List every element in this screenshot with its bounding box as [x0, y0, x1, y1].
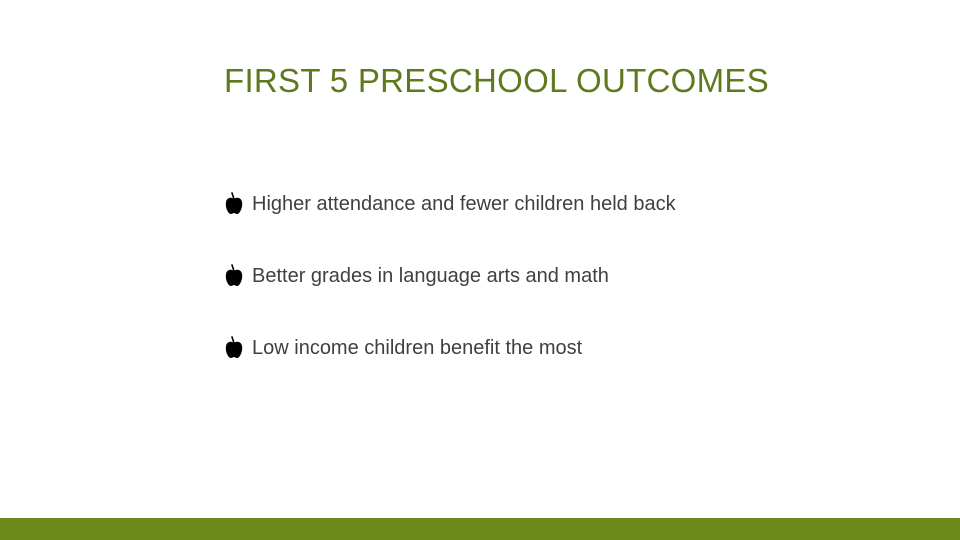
bullet-list: [224, 184, 676, 400]
apple-icon: [224, 192, 244, 216]
bullet-text: Higher attendance and fewer children held back: [252, 192, 676, 215]
apple-icon: [224, 336, 244, 360]
footer-accent-bar: [0, 518, 960, 540]
bullet-item: [224, 184, 676, 224]
slide-title: FIRST 5 PRESCHOOL OUTCOMES: [224, 62, 770, 99]
bullet-item: [224, 328, 676, 368]
apple-icon: [224, 264, 244, 288]
bullet-text: Low income children benefit the most: [252, 336, 583, 359]
bullet-text: Better grades in language arts and math: [252, 264, 609, 287]
bullet-item: [224, 256, 676, 296]
